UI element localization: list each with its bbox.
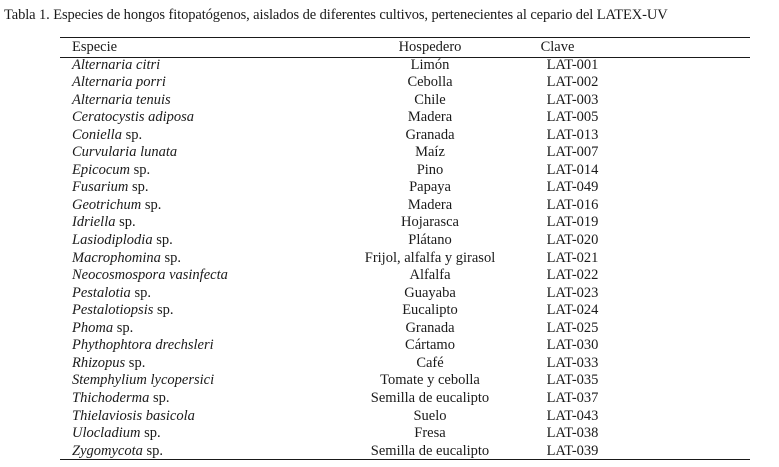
cell-host: Café — [416, 354, 444, 371]
header-host: Hospedero — [398, 39, 462, 55]
cell-host: Guayaba — [404, 284, 456, 301]
cell-species-name: Lasiodiplodia — [72, 232, 153, 248]
cell-species — [72, 57, 160, 75]
table-row — [0, 144, 779, 162]
cell-key: LAT-013 — [546, 126, 599, 143]
cell-species — [72, 197, 161, 215]
cell-species — [72, 337, 214, 355]
cell-species-name: Ulocladium — [72, 425, 141, 442]
cell-host: Granada — [405, 319, 455, 336]
cell-host: Cebolla — [407, 74, 453, 91]
header-species: Especie — [72, 39, 118, 55]
cell-host: Plátano — [408, 232, 452, 248]
cell-host: Alfalfa — [409, 267, 451, 284]
table-row — [0, 390, 779, 408]
cell-species-name: Zygomycota — [72, 442, 143, 459]
cell-host: Madera — [407, 196, 453, 213]
table-row — [0, 425, 779, 443]
cell-species-name: Fusarium — [72, 179, 129, 196]
cell-key: LAT-001 — [546, 56, 599, 73]
cell-key: LAT-002 — [546, 74, 599, 91]
cell-species-suffix: sp. — [140, 425, 161, 442]
cell-host: Eucalipto — [402, 302, 458, 319]
cell-species-suffix: sp. — [160, 249, 182, 266]
table-row — [0, 267, 779, 285]
cell-host: Hojarasca — [401, 214, 459, 231]
cell-host: Fresa — [414, 425, 446, 442]
table-top-rule — [60, 37, 750, 38]
cell-key: LAT-049 — [546, 179, 599, 196]
cell-key: LAT-019 — [546, 214, 599, 231]
cell-key: LAT-007 — [546, 144, 599, 161]
cell-key: LAT-016 — [546, 196, 599, 213]
table-row — [0, 443, 779, 461]
cell-species — [72, 74, 166, 92]
cell-key: LAT-003 — [546, 91, 599, 108]
cell-host: Tomate y cebolla — [380, 372, 480, 389]
table-row — [0, 302, 779, 320]
cell-species-name: Neocosmospora vasinfecta — [72, 267, 228, 284]
cell-species — [72, 214, 136, 232]
cell-host: Frijol, alfalfa y girasol — [364, 249, 496, 266]
cell-species — [72, 267, 228, 285]
cell-species-suffix: sp. — [153, 302, 174, 319]
cell-host: Chile — [414, 91, 446, 108]
cell-species-name: Alternaria porri — [72, 74, 166, 91]
table-row — [0, 127, 779, 145]
cell-key: LAT-039 — [546, 442, 599, 459]
cell-host: Maíz — [415, 144, 445, 161]
cell-species — [72, 232, 173, 250]
cell-species-name: Idriella — [72, 214, 116, 231]
table-row — [0, 408, 779, 426]
cell-key: LAT-038 — [546, 425, 599, 442]
table-row — [0, 92, 779, 110]
cell-species — [72, 144, 177, 162]
cell-species — [72, 443, 163, 461]
table-row — [0, 250, 779, 268]
table-row — [0, 179, 779, 197]
cell-species-suffix: sp. — [152, 232, 173, 248]
cell-species — [72, 320, 133, 338]
cell-species-suffix: sp. — [128, 179, 149, 196]
cell-host: Pino — [416, 161, 444, 178]
cell-species-name: Alternaria tenuis — [72, 91, 171, 108]
cell-species — [72, 285, 151, 303]
cell-species — [72, 425, 161, 443]
cell-species-name: Rhizopus — [72, 354, 126, 371]
cell-key: LAT-005 — [546, 109, 599, 126]
cell-species — [72, 355, 145, 373]
cell-species — [72, 250, 181, 268]
cell-species — [72, 162, 150, 180]
cell-species-suffix: sp. — [149, 389, 170, 406]
cell-host: Cártamo — [405, 337, 455, 354]
cell-species-suffix: sp. — [141, 196, 162, 213]
table-row — [0, 372, 779, 390]
table-row — [0, 162, 779, 180]
cell-species-name: Epicocum — [72, 161, 130, 178]
table-row — [0, 109, 779, 127]
cell-key: LAT-043 — [546, 407, 599, 424]
cell-host: Limón — [410, 56, 450, 73]
cell-host: Papaya — [409, 179, 451, 196]
table-bottom-rule — [60, 459, 750, 460]
cell-species-name: Pestalotia — [72, 284, 131, 301]
cell-host: Granada — [405, 126, 455, 143]
table-row — [0, 57, 779, 75]
cell-species-name: Curvularia lunata — [72, 144, 178, 161]
table-row — [0, 337, 779, 355]
cell-species-name: Geotrichum — [72, 196, 142, 213]
cell-species — [72, 109, 194, 127]
cell-species-suffix: sp. — [113, 319, 134, 336]
cell-key: LAT-037 — [546, 389, 599, 406]
cell-species — [72, 127, 142, 145]
cell-key: LAT-035 — [546, 372, 599, 389]
cell-species — [72, 408, 195, 426]
table-row — [0, 320, 779, 338]
cell-species-name: Coniella — [72, 126, 122, 143]
cell-key: LAT-021 — [546, 249, 599, 266]
cell-key: LAT-023 — [546, 284, 599, 301]
cell-host: Madera — [407, 109, 453, 126]
cell-species-name: Pestalotiopsis — [72, 302, 154, 319]
cell-host: Semilla de eucalipto — [370, 389, 490, 406]
cell-species-name: Alternaria citri — [72, 56, 161, 73]
cell-species — [72, 390, 170, 408]
cell-host: Suelo — [413, 407, 447, 424]
cell-key: LAT-033 — [546, 354, 599, 371]
table-row — [0, 197, 779, 215]
cell-species-suffix: sp. — [129, 161, 151, 178]
cell-species-suffix: sp. — [115, 214, 136, 231]
cell-species-suffix: sp. — [121, 126, 143, 143]
cell-species — [72, 92, 171, 110]
cell-key: LAT-024 — [546, 302, 599, 319]
table-row — [0, 285, 779, 303]
cell-species — [72, 179, 149, 197]
cell-species-suffix: sp. — [125, 354, 146, 371]
table-row — [0, 232, 779, 250]
cell-species-name: Thichoderma — [72, 389, 150, 406]
cell-species-suffix: sp. — [142, 442, 164, 459]
cell-species-name: Thielaviosis basicola — [72, 407, 195, 424]
cell-species-name: Phoma — [72, 319, 114, 336]
cell-species-name: Phythophtora drechsleri — [72, 337, 214, 354]
cell-key: LAT-025 — [546, 319, 599, 336]
cell-key: LAT-022 — [546, 267, 599, 284]
cell-key: LAT-030 — [546, 337, 599, 354]
table-caption: Tabla 1. Especies de hongos fitopatógenos, aislados de diferentes cultivos, pertenecientes al cepario del LATEX-UV — [4, 7, 668, 23]
cell-key: LAT-020 — [546, 232, 599, 248]
cell-species — [72, 302, 174, 320]
cell-key: LAT-014 — [546, 161, 599, 178]
cell-species-name: Ceratocystis adiposa — [72, 109, 195, 126]
cell-species-suffix: sp. — [130, 284, 151, 301]
table-header-row — [0, 39, 779, 57]
cell-host: Semilla de eucalipto — [370, 442, 490, 459]
table-row — [0, 214, 779, 232]
header-key: Clave — [540, 39, 575, 55]
cell-species-name: Stemphylium lycopersici — [72, 372, 215, 389]
cell-species-name: Macrophomina — [72, 249, 161, 266]
cell-species — [72, 372, 214, 390]
table-row — [0, 74, 779, 92]
table-row — [0, 355, 779, 373]
